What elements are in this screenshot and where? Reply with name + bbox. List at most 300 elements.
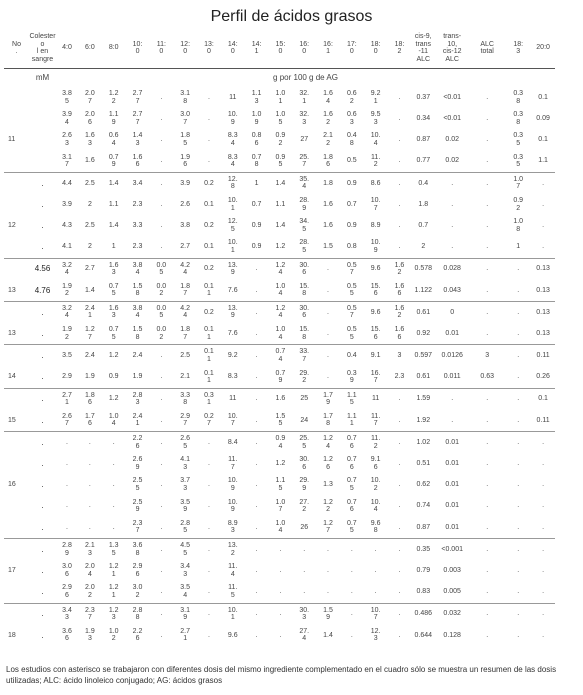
table-row <box>4 258 579 280</box>
table-cell: . <box>245 388 269 410</box>
table-cell: 2.0 2 <box>85 584 95 599</box>
table-cell: 0.3 5 <box>513 132 524 147</box>
table-cell: 11. 2 <box>371 153 381 169</box>
table-cell: 0.63 <box>480 373 494 381</box>
table-cell: 1.1 5 <box>340 388 364 410</box>
table-cell: 0.13 <box>531 301 555 323</box>
table-cell: . <box>207 115 210 123</box>
table-cell: 0.4 8 <box>346 132 357 147</box>
table-cell: 0.9 <box>108 373 119 381</box>
table-cell: 1.8 5 <box>180 132 191 147</box>
table-cell: . <box>505 301 531 323</box>
table-cell: 2.9 6 <box>132 563 143 578</box>
column-header: 10: 0 <box>126 28 150 69</box>
table-cell: 1.0 4 <box>108 412 119 428</box>
table-cell: . <box>160 460 163 468</box>
table-cell: 3.4 <box>126 172 150 194</box>
table-cell: . <box>245 538 269 560</box>
table-cell: . <box>149 172 173 194</box>
table-cell: . <box>160 481 163 489</box>
table-cell: 1.5 8 <box>132 326 143 341</box>
study-number: 12 <box>8 221 16 229</box>
table-cell: 0.5 <box>346 157 357 165</box>
study-number <box>4 538 29 560</box>
study-number <box>4 194 29 215</box>
table-cell: 1.59 <box>411 388 435 410</box>
table-cell: . <box>340 603 364 625</box>
table-cell: . <box>398 221 401 229</box>
table-cell: 1.7 6 <box>85 412 95 428</box>
table-cell: 0.9 <box>251 243 262 251</box>
table-cell: 0.61 <box>416 373 431 381</box>
cholesterol-unit: mM <box>35 73 50 83</box>
column-header: 20:0 <box>531 28 555 69</box>
column-header: 18: 3 <box>505 28 531 69</box>
table-cell: 0 <box>435 301 469 323</box>
table-cell: . <box>255 416 258 424</box>
column-header: No . <box>4 28 29 69</box>
table-cell: . <box>292 538 316 560</box>
table-cell: 0.01 <box>435 432 469 454</box>
table-cell: . <box>207 502 210 510</box>
table-cell: 11. 7 <box>228 456 238 471</box>
table-cell: 3.0 2 <box>132 584 143 599</box>
table-cell: 9.6 <box>227 631 238 639</box>
table-cell: 0.5 5 <box>346 282 357 298</box>
table-cell: 0.2 7 <box>204 412 214 428</box>
table-cell: 3.1 9 <box>173 603 197 625</box>
table-cell: 9.6 <box>364 301 388 323</box>
table-cell: 9.1 <box>364 345 388 367</box>
table-cell: . <box>469 258 505 280</box>
table-cell: 0.7 6 <box>346 456 357 471</box>
table-cell: 4.3 <box>62 221 72 229</box>
table-cell: . <box>41 220 44 230</box>
table-cell: 1.1 <box>108 200 119 208</box>
table-cell: 0.8 6 <box>251 132 262 147</box>
table-cell: 2.0 7 <box>85 90 95 105</box>
table-cell: 0.6 4 <box>108 132 119 147</box>
table-cell: 1 <box>245 172 269 194</box>
column-header: 17: 0 <box>340 28 364 69</box>
table-cell: 1.0 5 <box>275 111 286 126</box>
study-number <box>4 388 29 410</box>
table-cell: 0.043 <box>443 286 461 294</box>
table-cell: 1.6 <box>269 388 293 410</box>
table-row <box>4 151 579 173</box>
table-cell: 1.9 2 <box>62 326 72 341</box>
table-cell: 3.5 4 <box>180 584 191 599</box>
table-cell: 1.9 2 <box>62 282 72 298</box>
table-cell: . <box>531 603 555 625</box>
table-row <box>4 538 579 560</box>
column-header: ALC total <box>469 28 505 69</box>
column-header: cis-9, trans -11 ALC <box>411 28 435 69</box>
table-cell: . <box>112 481 115 489</box>
study-number <box>4 172 29 194</box>
table-cell: . <box>29 388 56 410</box>
table-cell: 10. 9 <box>227 111 238 126</box>
table-cell: 9.6 <box>364 258 388 280</box>
table-cell: 1.6 <box>323 221 333 229</box>
table-cell: . <box>388 538 412 560</box>
table-cell: . <box>279 588 282 596</box>
table-cell: 0.9 <box>251 221 262 229</box>
table-cell: 0.7 5 <box>108 326 119 341</box>
table-cell: . <box>160 221 163 229</box>
table-cell: 0.6 3 <box>346 111 357 126</box>
table-cell: 1.8 7 <box>180 282 191 298</box>
table-cell <box>29 87 56 108</box>
table-cell: 11 <box>364 388 388 410</box>
table-cell: 0.51 <box>416 460 431 468</box>
table-cell: . <box>469 432 505 454</box>
table-cell: . <box>486 481 489 489</box>
table-cell: . <box>112 502 115 510</box>
table-cell: 1.3 <box>323 481 333 489</box>
column-header: 18: 2 <box>388 28 412 69</box>
table-cell: 2.7 <box>180 243 191 251</box>
table-cell: 0.0 2 <box>156 326 167 341</box>
study-number <box>4 453 29 474</box>
table-cell: 2.9 6 <box>62 584 72 599</box>
table-cell: 2 <box>87 200 92 208</box>
table-cell: 0.597 <box>411 345 435 367</box>
table-cell: 3.4 3 <box>56 603 78 625</box>
column-header: 14: 0 <box>221 28 245 69</box>
table-cell: . <box>327 329 329 337</box>
table-cell: . <box>160 115 163 123</box>
table-cell: 3 <box>388 345 412 367</box>
column-header: 11: 0 <box>149 28 173 69</box>
table-cell: 1.122 <box>414 286 433 294</box>
table-cell: . <box>327 286 329 294</box>
table-cell: . <box>207 93 210 101</box>
table-cell: . <box>505 388 531 410</box>
study-number <box>4 151 29 173</box>
study-number <box>4 108 29 129</box>
table-cell: 1.1 <box>275 200 286 208</box>
study-number <box>4 581 29 603</box>
table-cell: 1.4 <box>323 631 333 639</box>
table-cell: . <box>486 523 489 531</box>
table-cell: <0.001 <box>435 538 469 560</box>
table-cell: 0.7 <box>251 200 262 208</box>
table-cell: 1.6 6 <box>394 326 405 341</box>
table-cell: . <box>398 93 401 101</box>
table-cell: 8.3 4 <box>227 153 238 169</box>
table-cell: 1.9 <box>85 373 95 381</box>
table-cell: 0.74 <box>416 502 431 510</box>
table-cell: 2.6 9 <box>132 456 143 471</box>
table-cell: . <box>486 93 489 101</box>
table-cell: 2.7 7 <box>132 90 143 105</box>
table-cell: 13. 2 <box>221 538 245 560</box>
table-row <box>4 345 579 367</box>
table-cell: . <box>160 416 163 424</box>
table-cell: 28. 5 <box>299 239 310 254</box>
table-cell: . <box>398 481 401 489</box>
table-cell: 3.6 8 <box>126 538 150 560</box>
table-cell: . <box>66 523 68 531</box>
table-cell: 0.09 <box>536 115 550 123</box>
study-number <box>4 496 29 517</box>
table-cell: 0.83 <box>416 588 431 596</box>
table-cell: 0.7 6 <box>346 498 357 514</box>
table-cell: 0.1 <box>204 200 214 208</box>
table-cell: 2.6 3 <box>62 132 72 147</box>
table-cell: . <box>517 329 520 337</box>
table-cell: . <box>451 416 454 424</box>
table-row <box>4 474 579 495</box>
table-cell: 1.6 2 <box>388 258 412 280</box>
table-cell: 3.3 8 <box>173 388 197 410</box>
table-cell: . <box>542 460 545 468</box>
study-number: 15 <box>8 416 16 424</box>
table-cell: 2.7 1 <box>56 388 78 410</box>
table-row <box>4 496 579 517</box>
study-number: 11 <box>8 136 16 144</box>
table-cell: . <box>66 481 68 489</box>
table-cell: 10. 4 <box>370 498 381 514</box>
table-cell: 10. 1 <box>227 197 238 212</box>
table-cell: 1.9 3 <box>85 627 95 643</box>
table-cell: . <box>78 432 102 454</box>
study-number <box>4 87 29 108</box>
table-cell: . <box>160 566 163 574</box>
table-cell: . <box>435 388 469 410</box>
table-cell: . <box>41 587 44 597</box>
table-cell: 3.2 4 <box>56 258 78 280</box>
table-cell: 0.1 1 <box>204 326 214 341</box>
table-cell: 0.7 8 <box>251 153 262 169</box>
table-cell: 0.0 5 <box>149 301 173 323</box>
table-cell: 2 <box>87 243 92 251</box>
table-row <box>4 410 579 432</box>
table-cell: 11. 5 <box>228 584 238 599</box>
table-cell: . <box>469 301 505 323</box>
table-row <box>4 453 579 474</box>
table-cell: 1.2 6 <box>323 456 333 471</box>
table-cell: 0.6 2 <box>346 90 357 105</box>
table-cell: . <box>388 388 412 410</box>
table-cell: 4.56 <box>29 258 56 280</box>
table-cell: 1.2 7 <box>323 519 333 535</box>
table-cell: 1.9 6 <box>180 153 191 169</box>
table-cell: 0.7 5 <box>108 282 119 298</box>
table-cell: . <box>388 432 412 454</box>
table-cell: . <box>531 538 555 560</box>
table-cell: 0.01 <box>445 523 459 531</box>
table-cell: 0.01 <box>445 460 459 468</box>
table-cell: 9.2 1 <box>370 90 381 105</box>
table-cell: . <box>517 481 520 489</box>
table-cell: 2.0 6 <box>85 111 95 126</box>
study-number: 16 <box>8 481 16 489</box>
table-cell: 2.2 6 <box>126 432 150 454</box>
column-header: 18: 0 <box>364 28 388 69</box>
table-cell: 0.7 9 <box>108 153 119 169</box>
table-cell: . <box>486 416 489 424</box>
table-cell: . <box>197 603 221 625</box>
table-cell: 0.01 <box>445 502 459 510</box>
table-cell: . <box>41 415 44 425</box>
table-cell: . <box>398 115 401 123</box>
table-cell: 0.032 <box>435 603 469 625</box>
table-cell: 0.128 <box>443 631 461 639</box>
page-title: Perfil de ácidos grasos <box>210 8 373 25</box>
table-cell: 0.9 2 <box>275 132 286 147</box>
table-cell: 13. 9 <box>221 258 245 280</box>
table-cell: 4.2 4 <box>173 301 197 323</box>
table-cell: . <box>486 460 489 468</box>
table-cell: 32. 1 <box>299 90 310 105</box>
table-cell: 11. 2 <box>364 432 388 454</box>
table-cell: . <box>149 432 173 454</box>
table-cell: 1.6 6 <box>394 282 405 298</box>
table-cell: . <box>542 243 545 251</box>
table-cell: . <box>542 631 545 639</box>
table-cell: 1.6 3 <box>85 132 95 147</box>
table-cell: . <box>245 258 269 280</box>
table-cell: 2.1 <box>180 373 191 381</box>
table-cell: 0.003 <box>443 566 461 574</box>
table-cell: . <box>350 631 353 639</box>
table-cell: 4.1 3 <box>180 456 191 471</box>
table-cell: 34. 5 <box>299 218 310 233</box>
table-cell: 1.0 4 <box>275 326 286 341</box>
table-cell: 0.8 <box>346 243 357 251</box>
table-cell: 1.02 <box>411 432 435 454</box>
table-cell: 4.4 <box>56 172 78 194</box>
study-number <box>4 345 29 367</box>
table-cell: . <box>388 603 412 625</box>
study-number <box>4 258 29 280</box>
table-cell: . <box>255 523 258 531</box>
table-cell: 0.4 <box>411 172 435 194</box>
table-cell: . <box>316 258 340 280</box>
table-cell: . <box>486 588 489 596</box>
table-cell: . <box>486 243 489 251</box>
study-number <box>4 517 29 539</box>
table-cell: 2 <box>421 243 426 251</box>
table-cell: . <box>517 588 520 596</box>
table-cell: 8.9 3 <box>227 519 238 535</box>
table-cell: . <box>486 329 489 337</box>
table-cell: 0.13 <box>531 258 555 280</box>
table-cell: 10. 9 <box>227 477 238 492</box>
table-cell: 0.1 <box>538 93 548 101</box>
table-cell: 3.6 6 <box>62 627 72 643</box>
table-cell: 0.1 1 <box>204 282 214 298</box>
table-cell: . <box>41 565 44 575</box>
table-cell: 32. 3 <box>299 111 310 126</box>
table-cell: 1.2 2 <box>323 498 333 514</box>
table-cell: 1.6 3 <box>102 258 126 280</box>
table-cell: . <box>517 460 520 468</box>
table-cell: 0.87 <box>416 523 431 531</box>
table-row <box>4 517 579 539</box>
table-row <box>4 108 579 129</box>
table-cell: 3.9 <box>62 200 72 208</box>
table-cell: 2.9 7 <box>180 412 191 428</box>
table-cell: . <box>435 172 469 194</box>
table-cell: . <box>398 523 401 531</box>
table-cell: . <box>255 631 258 639</box>
table-cell: . <box>517 416 520 424</box>
table-cell: . <box>505 258 531 280</box>
table-cell: . <box>207 523 210 531</box>
table-cell: <0.01 <box>443 115 462 123</box>
table-row <box>4 323 579 345</box>
table-cell: . <box>398 200 401 208</box>
table-cell: . <box>66 502 68 510</box>
table-cell: . <box>469 603 505 625</box>
table-cell: . <box>207 157 210 165</box>
table-cell: 3.2 4 <box>56 301 78 323</box>
table-cell: 9.2 <box>221 345 245 367</box>
table-cell: 8.3 4 <box>227 132 238 147</box>
table-cell: . <box>486 566 489 574</box>
table-cell: . <box>88 523 91 531</box>
table-cell: 1.2 4 <box>316 432 340 454</box>
table-cell: . <box>517 566 520 574</box>
table-cell: . <box>316 538 340 560</box>
table-cell: . <box>486 157 489 165</box>
table-cell: 2.3 <box>132 243 143 251</box>
table-cell: 4.76 <box>34 285 51 295</box>
table-cell: 10. 7 <box>227 412 238 428</box>
table-cell: . <box>505 432 531 454</box>
table-cell: 1.6 2 <box>323 111 333 126</box>
table-cell: 3.1 8 <box>180 90 191 105</box>
table-cell: 25 <box>292 388 316 410</box>
table-cell: 10. 7 <box>364 603 388 625</box>
table-row <box>4 236 579 258</box>
table-cell: 0.13 <box>536 329 550 337</box>
table-cell: 2.7 1 <box>180 627 191 643</box>
column-header: 6:0 <box>78 28 102 69</box>
table-row <box>4 625 579 646</box>
table-cell: 0.9 4 <box>269 432 293 454</box>
table-cell <box>29 151 56 173</box>
table-cell: . <box>88 460 91 468</box>
table-cell: . <box>160 523 163 531</box>
table-cell <box>29 129 56 150</box>
table-cell: 1.2 1 <box>108 563 119 578</box>
table-cell: 8.6 <box>364 172 388 194</box>
table-cell: 30. 3 <box>292 603 316 625</box>
table-row <box>4 560 579 581</box>
table-cell: 1.2 4 <box>269 301 293 323</box>
table-cell: 3.5 <box>56 345 78 367</box>
table-cell: . <box>29 432 56 454</box>
table-cell: 11 <box>229 93 237 101</box>
study-number <box>4 603 29 625</box>
table-cell: . <box>41 480 44 490</box>
table-cell: 1.0 2 <box>108 627 119 643</box>
table-cell: . <box>245 603 269 625</box>
table-cell: 2.5 5 <box>132 477 143 492</box>
table-cell: 1.2 1 <box>108 584 119 599</box>
table-cell: 1.8 <box>418 200 429 208</box>
column-header: 16: 1 <box>316 28 340 69</box>
table-cell: . <box>207 588 210 596</box>
units-row <box>4 69 579 88</box>
table-cell: . <box>88 481 91 489</box>
table-cell: 27. 4 <box>299 627 310 643</box>
table-cell: 0.7 5 <box>346 477 357 492</box>
